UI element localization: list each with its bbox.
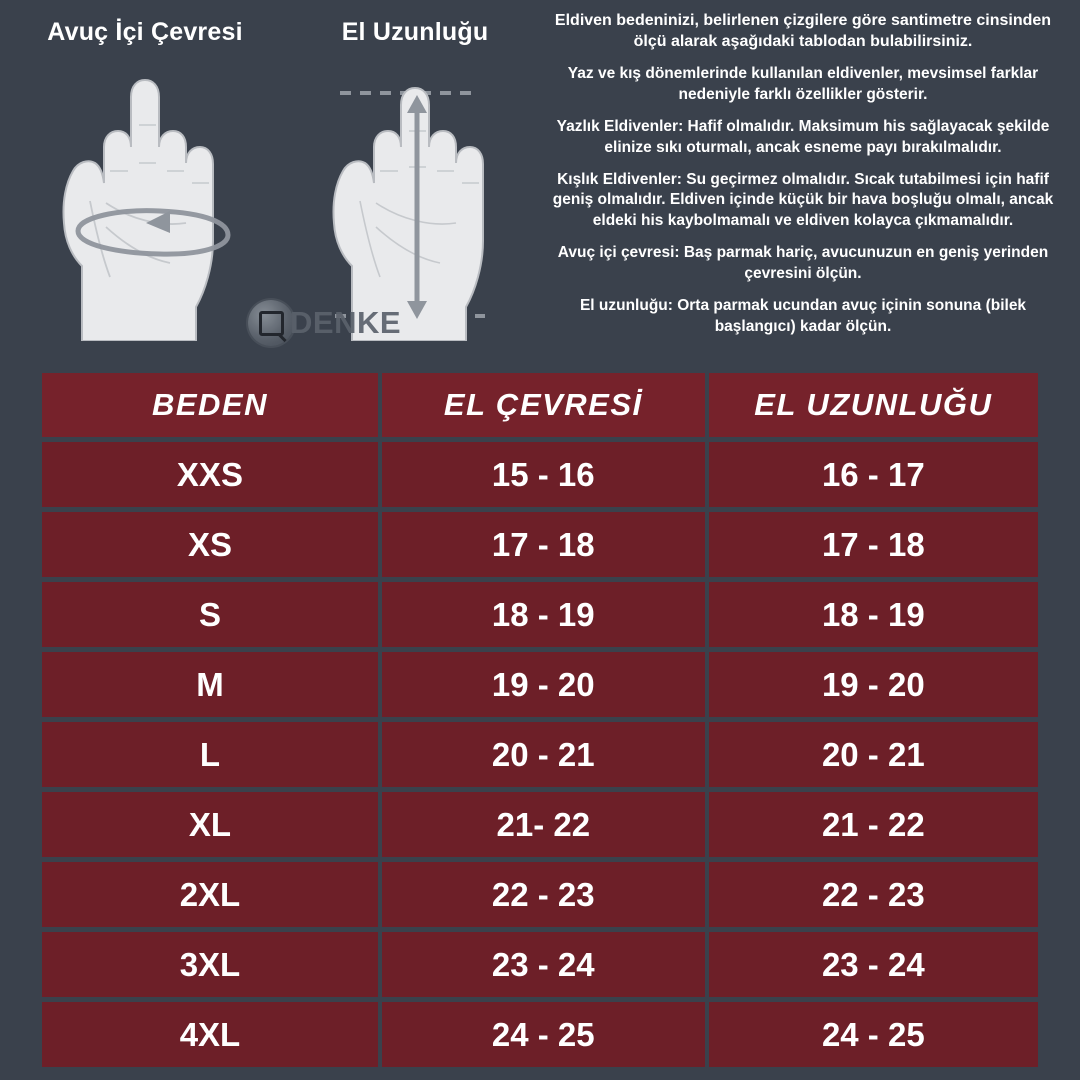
table-row <box>42 652 1038 717</box>
info-text-block <box>538 10 1068 349</box>
diagram-title-length: El Uzunluğu <box>341 18 489 46</box>
info-paragraph-6: El uzunluğu: Orta parmak ucundan avuç içinin sonuna (bilek başlangıcı) kadar ölçün. <box>579 297 1027 335</box>
cell-beden: XL <box>42 792 378 857</box>
table-row <box>42 442 1038 507</box>
cell-cevre: 20 - 21 <box>382 722 705 787</box>
cell-beden: 4XL <box>42 1002 378 1067</box>
cell-beden: XXS <box>42 442 378 507</box>
table-header-uzunluk: EL UZUNLUĞU <box>709 373 1038 437</box>
cell-uzunluk: 19 - 20 <box>709 652 1038 717</box>
info-paragraph-2: Yaz ve kış dönemlerinde kullanılan eldivenler, mevsimsel farklar nedeniyle farklı özellikler gösterir. <box>567 65 1039 103</box>
size-table <box>38 368 1042 1072</box>
cell-cevre: 19 - 20 <box>382 652 705 717</box>
cell-uzunluk: 22 - 23 <box>709 862 1038 927</box>
info-paragraph-4: Kışlık Eldivenler: Su geçirmez olmalıdır. Sıcak tutabilmesi için hafif geniş olmalıdır. Eldiven içinde küçük bir hava boşluğu olmalı, ancak eldeki his kaybolmamalı ve eldiven kolayca çıkmamalıdır. <box>552 171 1054 229</box>
table-row <box>42 512 1038 577</box>
table-row <box>42 932 1038 997</box>
table-header-row <box>42 373 1038 437</box>
cell-uzunluk: 18 - 19 <box>709 582 1038 647</box>
table-row <box>42 722 1038 787</box>
table-row <box>42 582 1038 647</box>
table-row <box>42 792 1038 857</box>
top-section <box>0 0 1080 368</box>
denke-logo-icon <box>248 300 294 346</box>
cell-cevre: 23 - 24 <box>382 932 705 997</box>
diagram-palm-circumference <box>10 0 280 341</box>
cell-beden: S <box>42 582 378 647</box>
cell-cevre: 17 - 18 <box>382 512 705 577</box>
table-row <box>42 1002 1038 1067</box>
cell-beden: XS <box>42 512 378 577</box>
size-table-body <box>42 442 1038 1067</box>
cell-beden: 3XL <box>42 932 378 997</box>
cell-uzunluk: 24 - 25 <box>709 1002 1038 1067</box>
diagram-title-palm: Avuç İçi Çevresi <box>47 18 243 46</box>
cell-cevre: 15 - 16 <box>382 442 705 507</box>
cell-cevre: 24 - 25 <box>382 1002 705 1067</box>
cell-beden: M <box>42 652 378 717</box>
table-row <box>42 862 1038 927</box>
hand-illustration-length <box>280 51 550 341</box>
cell-beden: L <box>42 722 378 787</box>
cell-uzunluk: 23 - 24 <box>709 932 1038 997</box>
diagram-hand-length <box>280 0 550 341</box>
info-paragraph-1: Eldiven bedeninizi, belirlenen çizgilere göre santimetre cinsinden ölçü alarak aşağıdaki tablodan bulabilirsiniz. <box>554 12 1052 51</box>
cell-uzunluk: 16 - 17 <box>709 442 1038 507</box>
cell-uzunluk: 21 - 22 <box>709 792 1038 857</box>
cell-beden: 2XL <box>42 862 378 927</box>
table-header-cevre: EL ÇEVRESİ <box>382 373 705 437</box>
size-table-head <box>42 373 1038 437</box>
hand-svg-length <box>280 51 550 341</box>
hand-illustration-palm <box>10 51 280 341</box>
cell-uzunluk: 17 - 18 <box>709 512 1038 577</box>
cell-cevre: 18 - 19 <box>382 582 705 647</box>
cell-cevre: 22 - 23 <box>382 862 705 927</box>
info-paragraph-3: Yazlık Eldivenler: Hafif olmalıdır. Maksimum his sağlayacak şekilde elinize sıkı oturmalı, ancak esneme payı bırakılmalıdır. <box>556 118 1050 156</box>
cell-uzunluk: 20 - 21 <box>709 722 1038 787</box>
cell-cevre: 21- 22 <box>382 792 705 857</box>
info-paragraph-5: Avuç içi çevresi: Baş parmak hariç, avucunuzun en geniş yerinden çevresini ölçün. <box>557 244 1049 282</box>
hand-svg-palm <box>10 51 280 341</box>
brand-logo <box>248 300 401 346</box>
table-header-beden: BEDEN <box>42 373 378 437</box>
brand-logo-text: DENKE <box>290 305 402 340</box>
